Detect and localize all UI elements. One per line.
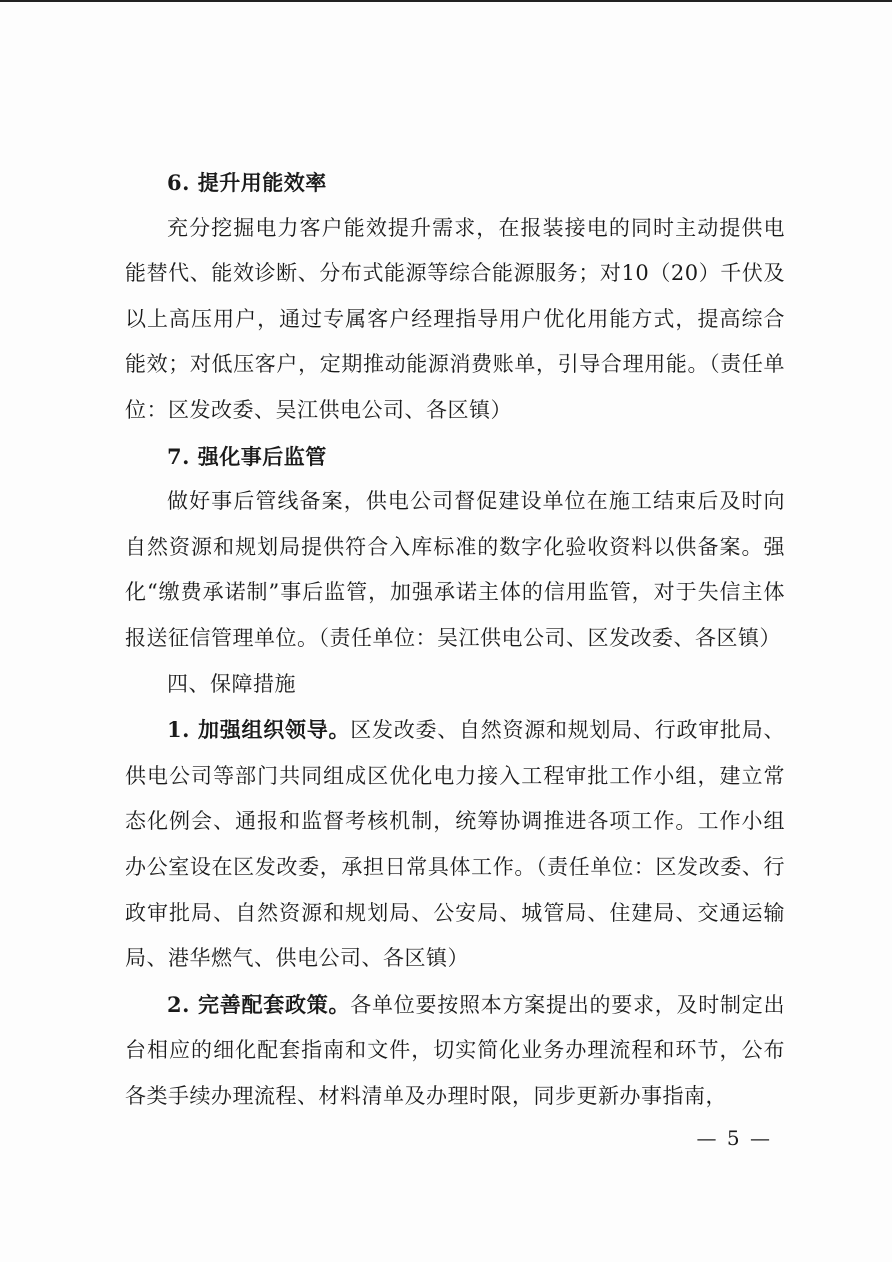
chapter-heading: 四、保障措施: [167, 671, 296, 696]
page-number: — 5 —: [696, 1126, 772, 1150]
section-heading-7: 7. 强化事后监管: [167, 443, 327, 469]
measure-body-2: 各单位要按照本方案提出的要求，及时制定出台相应的细化配套指南和文件，切实简化业务办理流程和环节，公布各类手续办理流程、材料清单及办理时限，同步更新办事指南，: [125, 992, 786, 1108]
section-body-6: 充分挖掘电力客户能效提升需求，在报装接电的同时主动提供电能替代、能效诊断、分布式能源等综合能源服务；对10（20）千伏及以上高压用户，通过专属客户经理指导用户优化用能方式，提高综合能效；对低压客户，定期推动能源消费账单，引导合理用能。（责任单位：区发改委、吴江供电公司、各区镇）: [125, 215, 785, 422]
top-border-line: [0, 0, 892, 2]
section-heading-6: 6. 提升用能效率: [167, 170, 327, 195]
measure-paragraph-1: [125, 707, 785, 982]
measure-body-1: 区发改委、自然资源和规划局、行政审批局、供电公司等部门共同组成区优化电力接入工程审批工作小组，建立常态化例会、通报和监督考核机制，统筹协调推进各项工作。工作小组办公室设在区发改委，承担日常具体工作。（责任单位：区发改委、行政审批局、自然资源和规划局、公安局、城管局、住建局、交通运输局、港华燃气、供电公司、各区镇）: [125, 718, 786, 971]
document-body: [125, 160, 785, 1119]
section-body-7: 做好事后管线备案，供电公司督促建设单位在施工结束后及时向自然资源和规划局提供符合入库标准的数字化验收资料以供备案。强化“缴费承诺制”事后监管，加强承诺主体的信用监管，对于失信主体报送征信管理单位。（责任单位：吴江供电公司、区发改委、各区镇）: [125, 489, 785, 650]
measure-lead-1: 1. 加强组织领导。: [167, 717, 351, 743]
measure-lead-2: 2. 完善配套政策。: [167, 991, 351, 1017]
measure-paragraph-2: [125, 982, 785, 1120]
